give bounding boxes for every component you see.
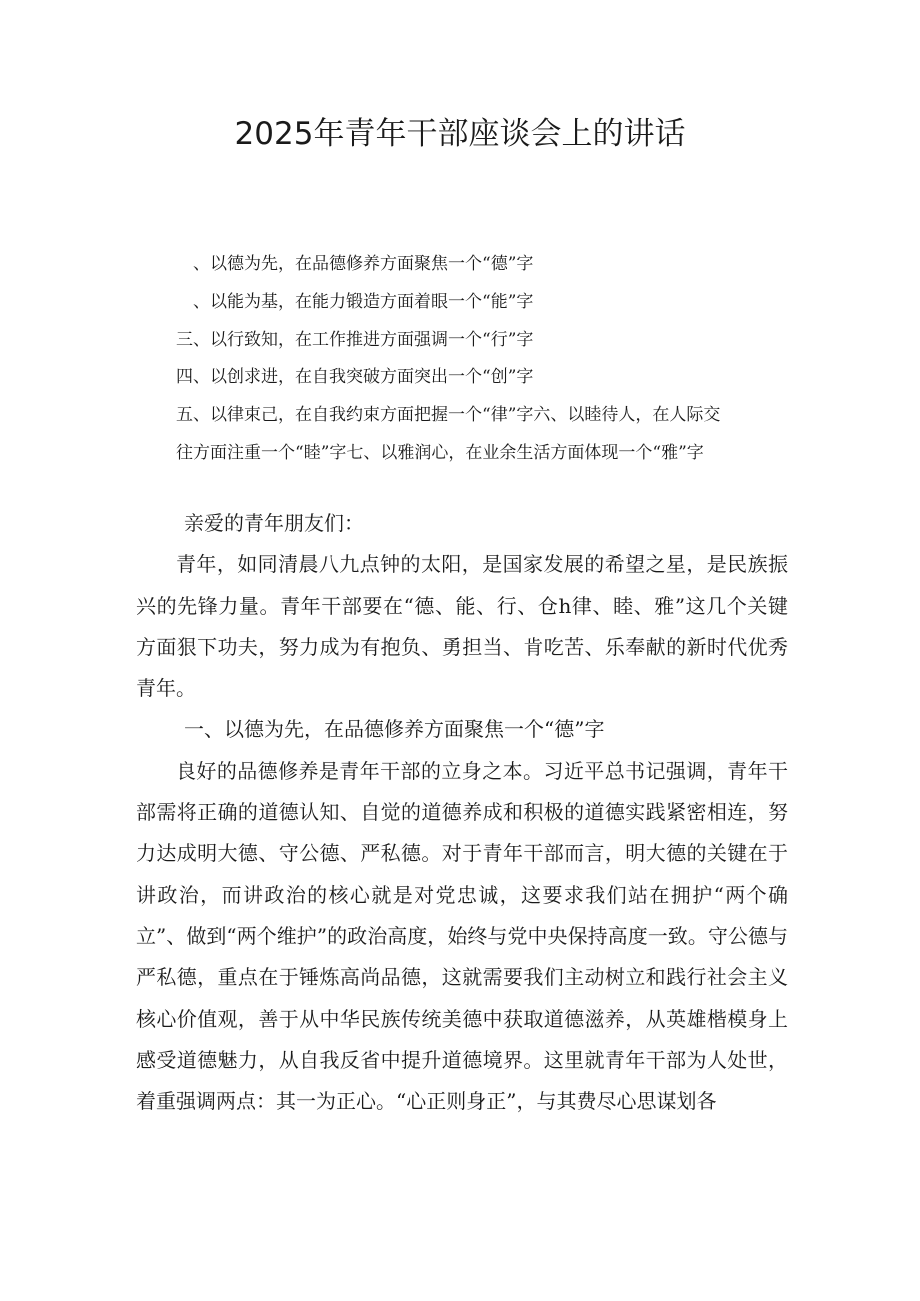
intro-paragraph: 青年，如同清晨八九点钟的太阳，是国家发展的希望之星，是民族振兴的先锋力量。青年干部要在“德、能、行、仓h律、睦、雅”这几个关键方面狠下功夫，努力成为有抱负、勇担当、肯吃苦、乐奉献的新时代优秀青年。 xyxy=(136,552,788,701)
table-of-contents xyxy=(176,246,796,473)
toc-item: 四、以创求进，在自我突破方面突出一个“创”字 xyxy=(176,367,534,388)
toc-item: 五、以律束己，在自我约束方面把握一个“律”字六、以睦待人，在人际交 xyxy=(176,405,721,426)
speech-body xyxy=(136,503,788,1122)
toc-item: 三、以行致知，在工作推进方面强调一个“行”字 xyxy=(176,329,534,350)
document-title: 2025年青年干部座谈会上的讲话 xyxy=(234,116,686,152)
toc-item: 往方面注重一个“睦”字七、以雅润心，在业余生活方面体现一个“雅”字 xyxy=(176,442,704,463)
toc-item: 、以能为基，在能力锻造方面着眼一个“能”字 xyxy=(193,291,534,312)
greeting: 亲爱的青年朋友们： xyxy=(184,511,364,535)
section-paragraph: 良好的品德修养是青年干部的立身之本。习近平总书记强调，青年干部需将正确的道德认知、自觉的道德养成和积极的道德实践紧密相连，努力达成明大德、守公德、严私德。对于青年干部而言，明大德的关键在于讲政治，而讲政治的核心就是对党忠诚，这要求我们站在拥护“两个确立”、做到“两个维护”的政治高度，始终与党中央保持高度一致。守公德与严私德，重点在于锤炼高尚品德，这就需要我们主动树立和践行社会主义核心价值观，善于从中华民族传统美德中获取道德滋养，从英雄楷模身上感受道德魅力，从自我反省中提升道德境界。这里就青年干部为人处世，着重强调两点：其一为正心。“心正则身正”，与其费尽心思谋划各 xyxy=(136,758,788,1114)
toc-item: 、以德为先，在品德修养方面聚焦一个“德”字 xyxy=(193,254,534,274)
section-heading: 一、以德为先，在品德修养方面聚焦一个“德”字 xyxy=(184,717,605,742)
